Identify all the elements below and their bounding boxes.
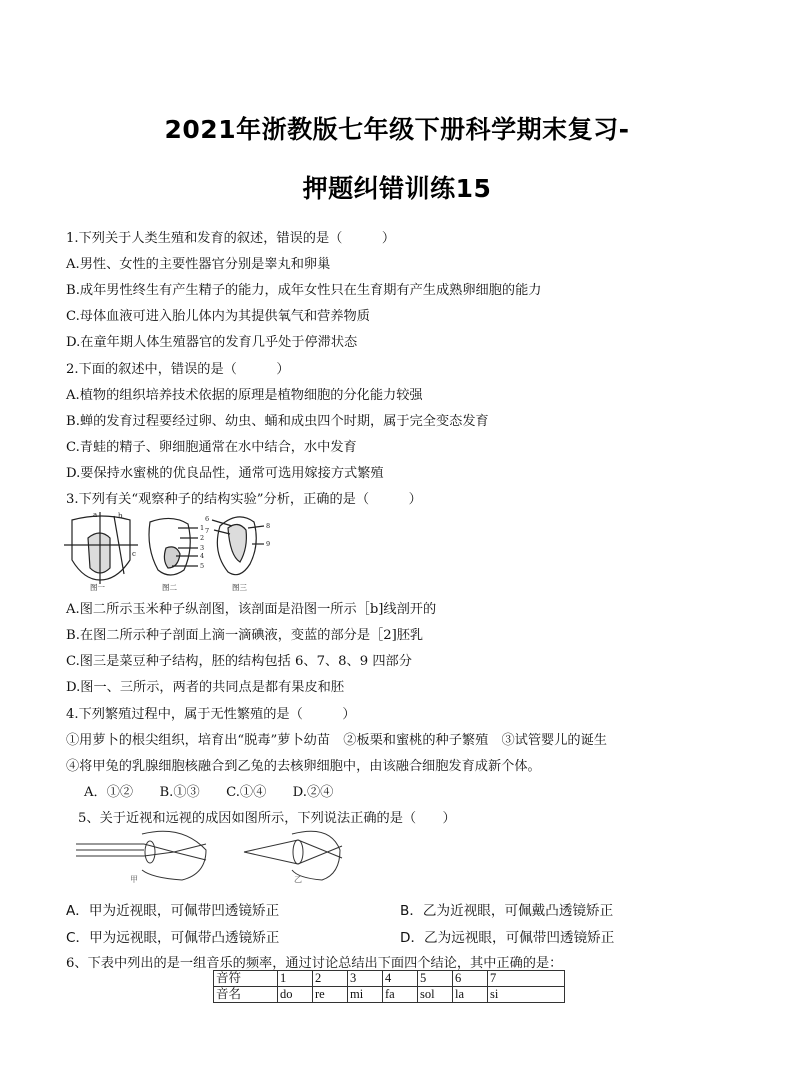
table-row-names (214, 987, 565, 1003)
q6-stem: 6、下表中列出的是一组音乐的频率，通过讨论总结出下面四个结论，其中正确的是： (66, 956, 563, 971)
seed-figure-3-label-8: 8 (266, 522, 271, 530)
q5-stem: 5、关于近视和远视的成因如图所示，下列说法正确的是（ ） (78, 811, 456, 826)
seed-figure-3-caption: 图三 (232, 583, 247, 592)
q1-option-b: B.成年男性终生有产生精子的能力，成年女性只在生育期有产生成熟卵细胞的能力 (66, 283, 542, 298)
seed-figure-2 (149, 518, 204, 575)
table-cell: 1 (278, 971, 313, 987)
seed-figure-2-label-5: 5 (200, 562, 205, 570)
table-cell: re (313, 987, 348, 1003)
eye-diagram-yi-label: 乙 (294, 875, 302, 884)
seed-figure-1-caption: 图一 (90, 583, 105, 592)
q5-option-d: D．乙为远视眼，可佩带凹透镜矫正 (400, 930, 615, 946)
q4-options: A．①② B.①③ C.①④ D.②④ (84, 785, 334, 800)
q2-option-a: A.植物的组织培养技术依据的原理是植物细胞的分化能力较强 (66, 388, 423, 403)
q2-option-d: D.要保持水蜜桃的优良品性，通常可选用嫁接方式繁殖 (66, 466, 384, 481)
q4-items-line2: ④将甲兔的乳腺细胞核融合到乙兔的去核卵细胞中，由该融合细胞发育成新个体。 (66, 759, 541, 774)
q3-option-b: B.在图二所示种子剖面上滴一滴碘液，变蓝的部分是［2]胚乳 (66, 628, 424, 643)
table-cell: do (278, 987, 313, 1003)
q1-option-a: A.男性、女性的主要性器官分别是睾丸和卵巢 (66, 257, 331, 272)
table-cell: 7 (488, 971, 565, 987)
seed-figure-2-label-2: 2 (200, 534, 205, 542)
q4-stem: 4.下列繁殖过程中，属于无性繁殖的是（ ） (66, 707, 356, 722)
frequency-table (213, 970, 565, 1003)
table-cell: fa (383, 987, 418, 1003)
table-cell: 2 (313, 971, 348, 987)
table-row-notes (214, 971, 565, 987)
q5-option-a: A．甲为近视眼，可佩带凹透镜矫正 (66, 903, 280, 919)
eye-diagram-jia-label: 甲 (130, 875, 138, 884)
table-cell: mi (348, 987, 383, 1003)
eye-diagram-jia (76, 831, 206, 880)
seed-figure-2-caption: 图二 (162, 583, 177, 592)
q2-option-b: B.蝉的发育过程要经过卵、幼虫、蛹和成虫四个时期，属于完全变态发育 (66, 414, 489, 429)
seed-figure-2-label-3: 3 (200, 544, 205, 552)
page-title-line1: 2021年浙教版七年级下册科学期末复习- (164, 115, 630, 144)
q3-option-a: A.图二所示玉米种子纵剖图，该剖面是沿图一所示［b]线剖开的 (66, 602, 437, 617)
q2-stem: 2.下面的叙述中，错误的是（ ） (66, 362, 290, 377)
table-cell: 音符 (214, 971, 278, 987)
table-cell: 5 (418, 971, 453, 987)
q1-option-c: C.母体血液可进入胎儿体内为其提供氧气和营养物质 (66, 309, 370, 324)
seed-figure-3 (205, 515, 270, 575)
seed-figure-1 (64, 511, 138, 584)
seed-figure-3-label-7: 7 (205, 527, 210, 535)
q3-stem: 3.下列有关“观察种子的结构实验”分析，正确的是（ ） (66, 492, 422, 507)
table-cell: si (488, 987, 565, 1003)
seed-figure-3-label-6: 6 (205, 515, 210, 523)
seed-figure-1-label-a: a (93, 511, 98, 519)
table-cell: 6 (453, 971, 488, 987)
seed-figure-1-label-b: b (118, 512, 123, 520)
seed-figures (62, 508, 282, 592)
table-cell: sol (418, 987, 453, 1003)
seed-figure-2-label-1: 1 (200, 524, 205, 532)
table-cell: 音名 (214, 987, 278, 1003)
seed-figure-3-label-9: 9 (266, 540, 271, 548)
q3-option-d: D.图一、三所示，两者的共同点是都有果皮和胚 (66, 680, 345, 695)
eye-diagram-yi (244, 831, 342, 880)
seed-figure-1-label-c: c (132, 550, 136, 558)
table-cell: 4 (383, 971, 418, 987)
q5-option-b: B．乙为近视眼，可佩戴凸透镜矫正 (400, 903, 614, 919)
q4-items-line1: ①用萝卜的根尖组织，培育出“脱毒”萝卜幼苗 ②板栗和蜜桃的种子繁殖 ③试管婴儿的诞生 (66, 733, 607, 748)
q2-option-c: C.青蛙的精子、卵细胞通常在水中结合，水中发育 (66, 440, 357, 455)
table-cell: 3 (348, 971, 383, 987)
eye-diagrams (72, 828, 372, 886)
q1-option-d: D.在童年期人体生殖器官的发育几乎处于停滞状态 (66, 335, 358, 350)
page-title-line2: 押题纠错训练15 (302, 174, 492, 203)
table-cell: la (453, 987, 488, 1003)
q3-option-c: C.图三是菜豆种子结构，胚的结构包括 6、7、8、9 四部分 (66, 654, 412, 669)
q5-option-c: C．甲为远视眼，可佩带凸透镜矫正 (66, 930, 280, 946)
seed-figure-2-label-4: 4 (200, 552, 205, 560)
q1-stem: 1.下列关于人类生殖和发育的叙述，错误的是（ ） (66, 231, 396, 246)
